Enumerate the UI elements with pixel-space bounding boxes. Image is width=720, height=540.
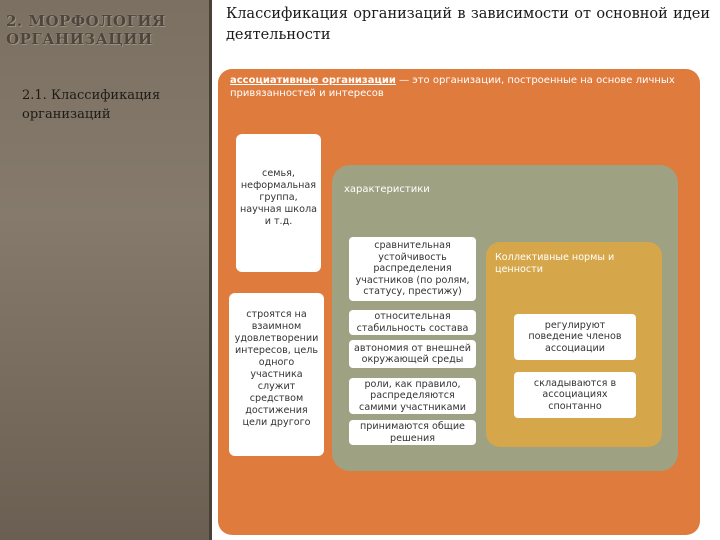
sidebar-divider: [209, 0, 212, 540]
characteristic-item: [349, 378, 476, 414]
norm-item: [514, 314, 636, 360]
basis-text: строятся на взаимном удовлетворении интересов, цель одного участника служит средством достижения цели другого: [234, 309, 319, 428]
characteristic-text: относительная стабильность состава: [356, 311, 469, 334]
characteristic-text: автономия от внешней окружающей среды: [354, 342, 471, 365]
slide-heading: Классификация организаций в зависимости от основной идеи деятельности: [226, 6, 710, 43]
characteristic-item: [349, 237, 476, 301]
norm-item: [514, 372, 636, 418]
section-title: 2. МОРФОЛОГИЯ ОРГАНИЗАЦИИ: [6, 12, 166, 48]
norm-text: регулируют поведение членов ассоциации: [528, 319, 622, 354]
characteristic-text: роли, как правило, распределяются самими участниками: [359, 378, 466, 413]
definition-text: [230, 74, 692, 100]
section-subtitle: 2.1. Классификация организаций: [22, 88, 161, 122]
definition-term: ассоциативные организации: [230, 75, 396, 86]
norm-text: складываются в ассоциациях спонтанно: [533, 377, 617, 412]
definition-rest: — это организации, построенные на основе личных привязанностей и интересов: [230, 75, 675, 99]
characteristic-text: принимаются общие решения: [360, 421, 465, 444]
basis-box: [229, 293, 324, 456]
characteristic-text: сравнительная устойчивость распределения участников (по ролям, статусу, престижу): [355, 240, 470, 298]
characteristics-label: характеристики: [344, 184, 430, 195]
examples-box: [236, 134, 321, 272]
sidebar: [0, 0, 211, 540]
characteristic-item: [349, 340, 476, 368]
characteristic-item: [349, 420, 476, 445]
norms-label: Коллективные нормы и ценности: [495, 252, 615, 275]
examples-text: семья, неформальная группа, научная школа и т.д.: [240, 168, 317, 227]
characteristic-item: [349, 310, 476, 335]
